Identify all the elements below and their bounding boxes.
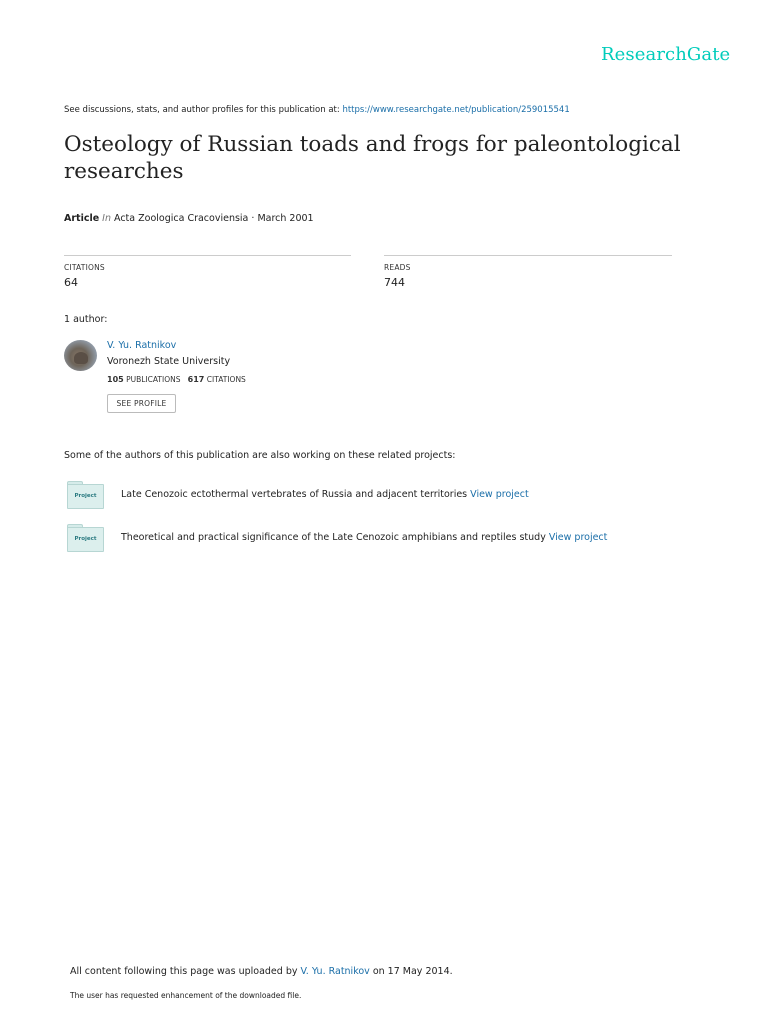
view-project-link[interactable]: View project	[548, 532, 608, 543]
upload-info	[70, 966, 453, 977]
project-folder-icon	[67, 481, 104, 509]
project-icon-label: Project	[67, 527, 104, 552]
author-avatar[interactable]	[64, 340, 97, 371]
author-name-link[interactable]: V. Yu. Ratnikov	[107, 340, 177, 351]
author-institution: Voronezh State University	[107, 356, 231, 367]
author-citations-count: 617	[187, 375, 205, 384]
project-title: Late Cenozoic ectothermal vertebrates of Russia and adjacent territories	[121, 489, 468, 500]
author-stats	[107, 375, 246, 384]
in-label: In	[102, 213, 111, 224]
author-publications-count: 105	[107, 375, 124, 384]
upload-suffix: on 17 May 2014.	[369, 966, 453, 977]
uploader-link[interactable]: V. Yu. Ratnikov	[300, 966, 370, 977]
upload-prefix: All content following this page was uploaded by	[70, 966, 301, 977]
citations-label: CITATIONS	[64, 263, 105, 272]
discussion-text: See discussions, stats, and author profiles for this publication at:	[64, 105, 343, 115]
authors-heading: 1 author:	[64, 314, 108, 325]
project-item	[121, 532, 607, 543]
view-project-link[interactable]: View project	[470, 489, 529, 500]
publication-title: Osteology of Russian toads and frogs for paleontological researches	[64, 132, 681, 184]
reads-value: 744	[384, 276, 405, 289]
publication-url-link[interactable]: https://www.researchgate.net/publication/259015541	[342, 105, 570, 115]
see-profile-button[interactable]: SEE PROFILE	[107, 394, 176, 413]
project-icon-label: Project	[67, 484, 104, 509]
reads-divider	[384, 255, 672, 256]
publication-meta	[64, 213, 314, 224]
enhancement-note: The user has requested enhancement of the downloaded file.	[70, 991, 302, 1000]
author-publications-label: PUBLICATIONS	[126, 375, 181, 384]
citations-value: 64	[64, 276, 78, 289]
project-folder-icon	[67, 524, 104, 552]
journal-name: Acta Zoologica Cracoviensia	[114, 213, 249, 224]
related-projects-heading: Some of the authors of this publication are also working on these related projects:	[64, 450, 456, 461]
meta-separator: ·	[248, 213, 258, 224]
publication-date: March 2001	[257, 213, 314, 224]
citations-divider	[64, 255, 351, 256]
project-title: Theoretical and practical significance of the Late Cenozoic amphibians and reptiles study	[121, 532, 546, 543]
reads-label: READS	[384, 263, 411, 272]
publication-type: Article	[64, 213, 100, 224]
project-item	[121, 489, 529, 500]
researchgate-logo[interactable]: ResearchGate	[601, 44, 731, 65]
author-citations-label: CITATIONS	[206, 375, 246, 384]
discussion-line	[64, 105, 570, 115]
